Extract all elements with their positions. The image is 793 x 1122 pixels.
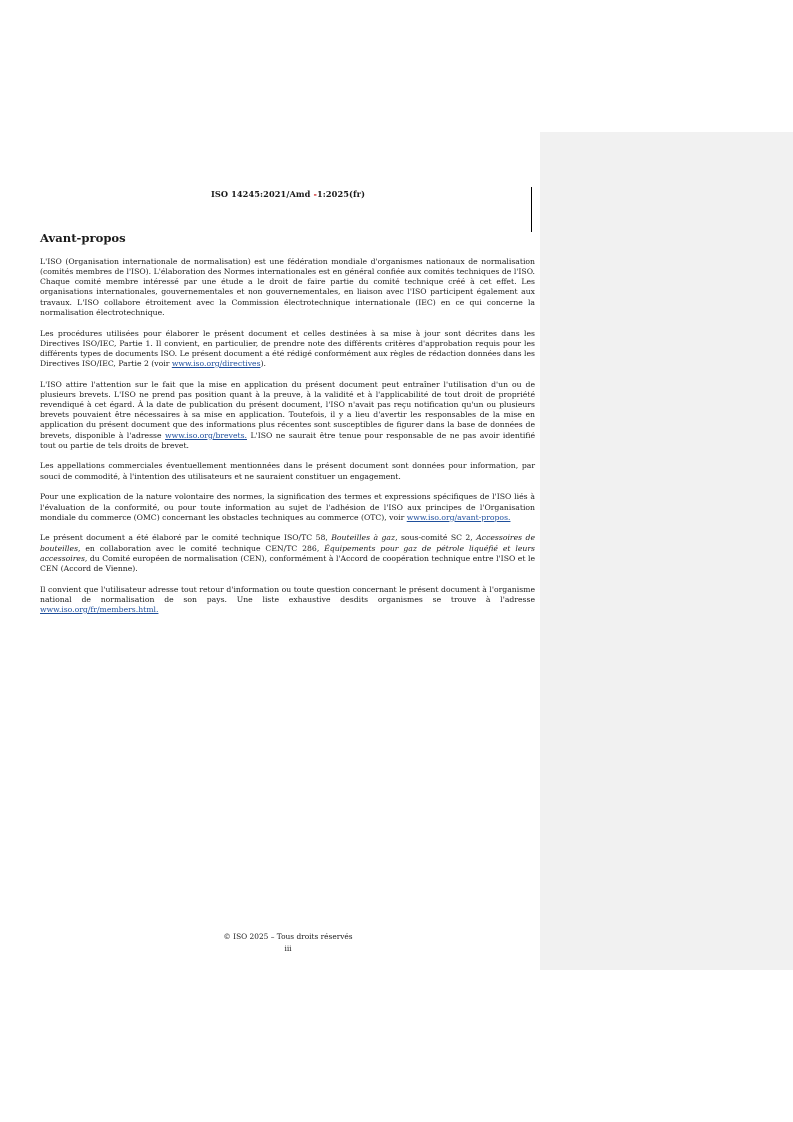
document-body	[40, 257, 535, 626]
paragraph-6-part-e: , en collaboration avec le comité technique CEN/TC 286,	[78, 543, 325, 553]
directives-link[interactable]: www.iso.org/directives	[171, 359, 261, 368]
header-reference-part1: ISO 14245:2021/Amd	[210, 189, 314, 199]
paragraph-4: Les appellations commerciales éventuellement mentionnées dans le présent document sont données pour information, par souci de commodité, à l'intention des utilisateurs et ne sauraient constituer un engagement.	[40, 461, 535, 481]
members-link[interactable]: www.iso.org/fr/members.html.	[40, 604, 159, 614]
paragraph-6-subcommittee-title: Accessoires de bouteilles	[40, 533, 536, 553]
paragraph-3	[40, 380, 535, 451]
header-reference-part2: 1:2025(fr)	[316, 189, 366, 199]
paragraph-3-text: L'ISO attire l'attention sur le fait que la mise en application du présent document peut entraîner l'utilisation d'un ou de plusieurs brevets. L'ISO ne prend pas position quant à la preuve, à la validité et à l'applicabilité de tout droit de propriété revendiqué à cet égard. À la date de publication du présent document, l'ISO n'avait pas reçu notification qu'un ou plusieurs brevets pouvaient être nécessaires à sa mise en application. Toutefois, il y a lieu d'avertir les responsables de la mise en application du présent document que des informations plus récentes sont susceptibles de figurer dans la base de données de brevets, disponible à l'adresse	[40, 379, 535, 440]
foreword-link[interactable]: www.iso.org/avant-propos.	[406, 512, 511, 522]
paragraph-6-part-g: , du Comité européen de normalisation (CEN), conformément à l'Accord de coopération technique entre l'ISO et le CEN (Accord de Vienne).	[40, 553, 535, 573]
paragraph-7-text: Il convient que l'utilisateur adresse tout retour d'information ou toute question concernant le présent document à l'organisme national de normalisation de son pays. Une liste exhaustive desdits organismes se trouve à l'adresse	[40, 584, 535, 604]
paragraph-1: L'ISO (Organisation internationale de normalisation) est une fédération mondiale d'organismes nationaux de normalisation (comités membres de l'ISO). L'élaboration des Normes internationales est en général confiée aux comités techniques de l'ISO. Chaque comité membre intéressé par une étude a le droit de faire partie du comité technique créé à cet effet. Les organisations internationales, gouvernementales et non gouvernementales, en liaison avec l'ISO participent également aux travaux. L'ISO collabore étroitement avec la Commission électrotechnique internationale (IEC) en ce qui concerne la normalisation électrotechnique.	[40, 257, 535, 317]
paragraph-3-end: L'ISO ne saurait être tenue pour responsable de ne pas avoir identifié tout ou partie de tels droits de brevet.	[40, 430, 535, 450]
paragraph-6-cen-committee-title: Équipements pour gaz de pétrole liquéfié et leurs accessoires	[40, 543, 535, 563]
patents-link[interactable]: www.iso.org/brevets.	[165, 430, 247, 440]
header-revision-mark: -	[313, 189, 317, 199]
change-bar	[531, 187, 532, 232]
paragraph-2-end: ).	[260, 359, 267, 368]
paragraph-7	[40, 585, 535, 615]
footer-page-number: iii	[284, 944, 292, 953]
paragraph-6-committee-title: Bouteilles à gaz	[331, 533, 396, 543]
document-footer	[40, 931, 536, 955]
paragraph-6	[40, 533, 535, 574]
comment-pane	[540, 132, 793, 970]
footer-copyright: © ISO 2025 – Tous droits réservés	[223, 932, 353, 941]
paragraph-5	[40, 492, 535, 522]
paragraph-2	[40, 329, 535, 370]
section-title: Avant-propos	[40, 231, 126, 245]
paragraph-6-part-a: Le présent document a été élaboré par le comité technique ISO/TC 58,	[40, 533, 332, 543]
document-header	[40, 189, 536, 199]
paragraph-2-text: Les procédures utilisées pour élaborer le présent document et celles destinées à sa mise à jour sont décrites dans les Directives ISO/IEC, Partie 1. Il convient, en particulier, de prendre note des différents critères d'approbation requis pour les différents types de documents ISO. Le présent document a été rédigé conformément aux règles de rédaction données dans les Directives ISO/IEC, Partie 2 (voir	[40, 328, 535, 368]
paragraph-6-part-c: , sous-comité SC 2,	[395, 533, 477, 543]
paragraph-5-text: Pour une explication de la nature volontaire des normes, la signification des termes et expressions spécifiques de l'ISO liés à l'évaluation de la conformité, ou pour toute information au sujet de l'adhésion de l'ISO aux principes de l'Organisation mondiale du commerce (OMC) concernant les obstacles techniques au commerce (OTC), voir	[40, 492, 535, 522]
